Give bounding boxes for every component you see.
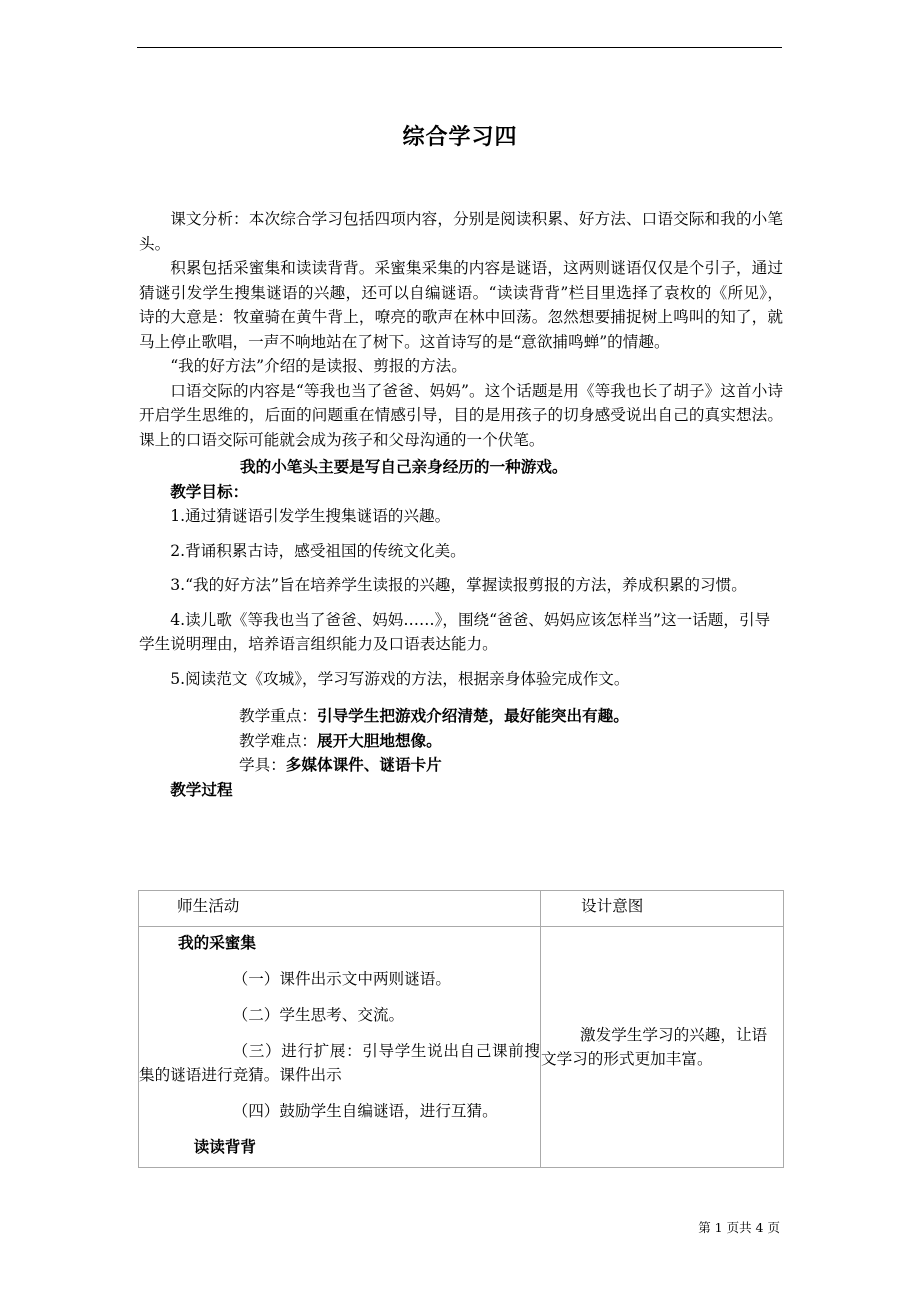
main-content [139,207,783,802]
objective-item: 2.背诵积累古诗，感受祖国的传统文化美。 [170,541,466,560]
activity-cell [139,927,541,1168]
analysis-paragraph-5: 我的小笔头主要是写自己亲身经历的一种游戏。 [240,457,568,476]
intent-cell [541,927,784,1168]
activity-step: （三）进行扩展：引导学生说出自己课前搜集的谜语进行竞猜。课件出示 [139,1042,540,1084]
objective-item: 5.阅读范文《攻城》，学习写游戏的方法，根据亲身体验完成作文。 [170,669,630,688]
analysis-paragraph-4: 口语交际的内容是“等我也当了爸爸、妈妈”。这个话题是用《等我也长了胡子》这首小诗开启学生思维的，后面的问题重在情感引导，目的是用孩子的切身感受说出自己的真实想法。课上的口语交际可能就会成为孩子和父母沟通的一个伏笔。 [139,381,783,449]
focus-label: 教学重点： [239,707,317,725]
column-header-intent: 设计意图 [541,891,784,927]
difficulty-label: 教学难点： [239,731,317,750]
intent-text: 激发学生学习的兴趣，让语文学习的形式更加丰富。 [541,1026,768,1068]
section-heading-honey: 我的采蜜集 [178,933,256,952]
process-table [138,890,784,1168]
analysis-paragraph-1: 课文分析：本次综合学习包括四项内容，分别是阅读积累、好方法、口语交际和我的小笔头。 [139,210,783,253]
tools-label: 学具： [239,756,286,774]
column-header-activity: 师生活动 [139,891,541,927]
activity-step: （一）课件出示文中两则谜语。 [232,970,451,988]
objective-item: 4.读儿歌《等我也当了爸爸、妈妈……》，围绕“爸爸、妈妈应该怎样当”这一话题，引导学生说明理由，培养语言组织能力及口语表达能力。 [139,610,771,653]
objective-item: 1.通过猜谜语引发学生搜集谜语的兴趣。 [170,507,451,525]
page-number: 第 1 页共 4 页 [698,1220,780,1235]
tools-value: 多媒体课件、谜语卡片 [285,755,442,774]
header-rule [137,47,782,48]
teaching-difficulty [139,729,783,754]
analysis-paragraph-2: 积累包括采蜜集和读读背背。采蜜集采集的内容是谜语，这两则谜语仅仅是个引子，通过猜谜引发学生搜集谜语的兴趣，还可以自编谜语。“读读背背”栏目里选择了袁枚的《所见》，诗的大意是：牧童骑在黄牛背上，嘹亮的歌声在林中回荡。忽然想要捕捉树上鸣叫的知了，就马上停止歌唱，一声不响地站在了树下。这首诗写的是“意欲捕鸣蝉”的情趣。 [139,259,783,351]
table-header-row [139,891,784,927]
analysis-paragraph-3: “我的好方法”介绍的是读报、剪报的方法。 [170,357,467,375]
teaching-focus [139,704,783,729]
process-heading: 教学过程 [170,779,233,799]
section-heading-recite: 读读背背 [193,1137,256,1156]
activity-step: （二）学生思考、交流。 [232,1006,405,1024]
objectives-heading: 教学目标： [170,481,249,501]
learning-tools [139,753,783,778]
activity-step: （四）鼓励学生自编谜语，进行互猜。 [232,1102,498,1120]
difficulty-value: 展开大胆地想像。 [316,730,442,750]
page-title: 综合学习四 [402,125,518,150]
focus-value: 引导学生把游戏介绍清楚，最好能突出有趣。 [316,706,629,725]
table-row [139,927,784,1168]
objective-item: 3.“我的好方法”旨在培养学生读报的兴趣，掌握读报剪报的方法，养成积累的习惯。 [170,576,747,594]
